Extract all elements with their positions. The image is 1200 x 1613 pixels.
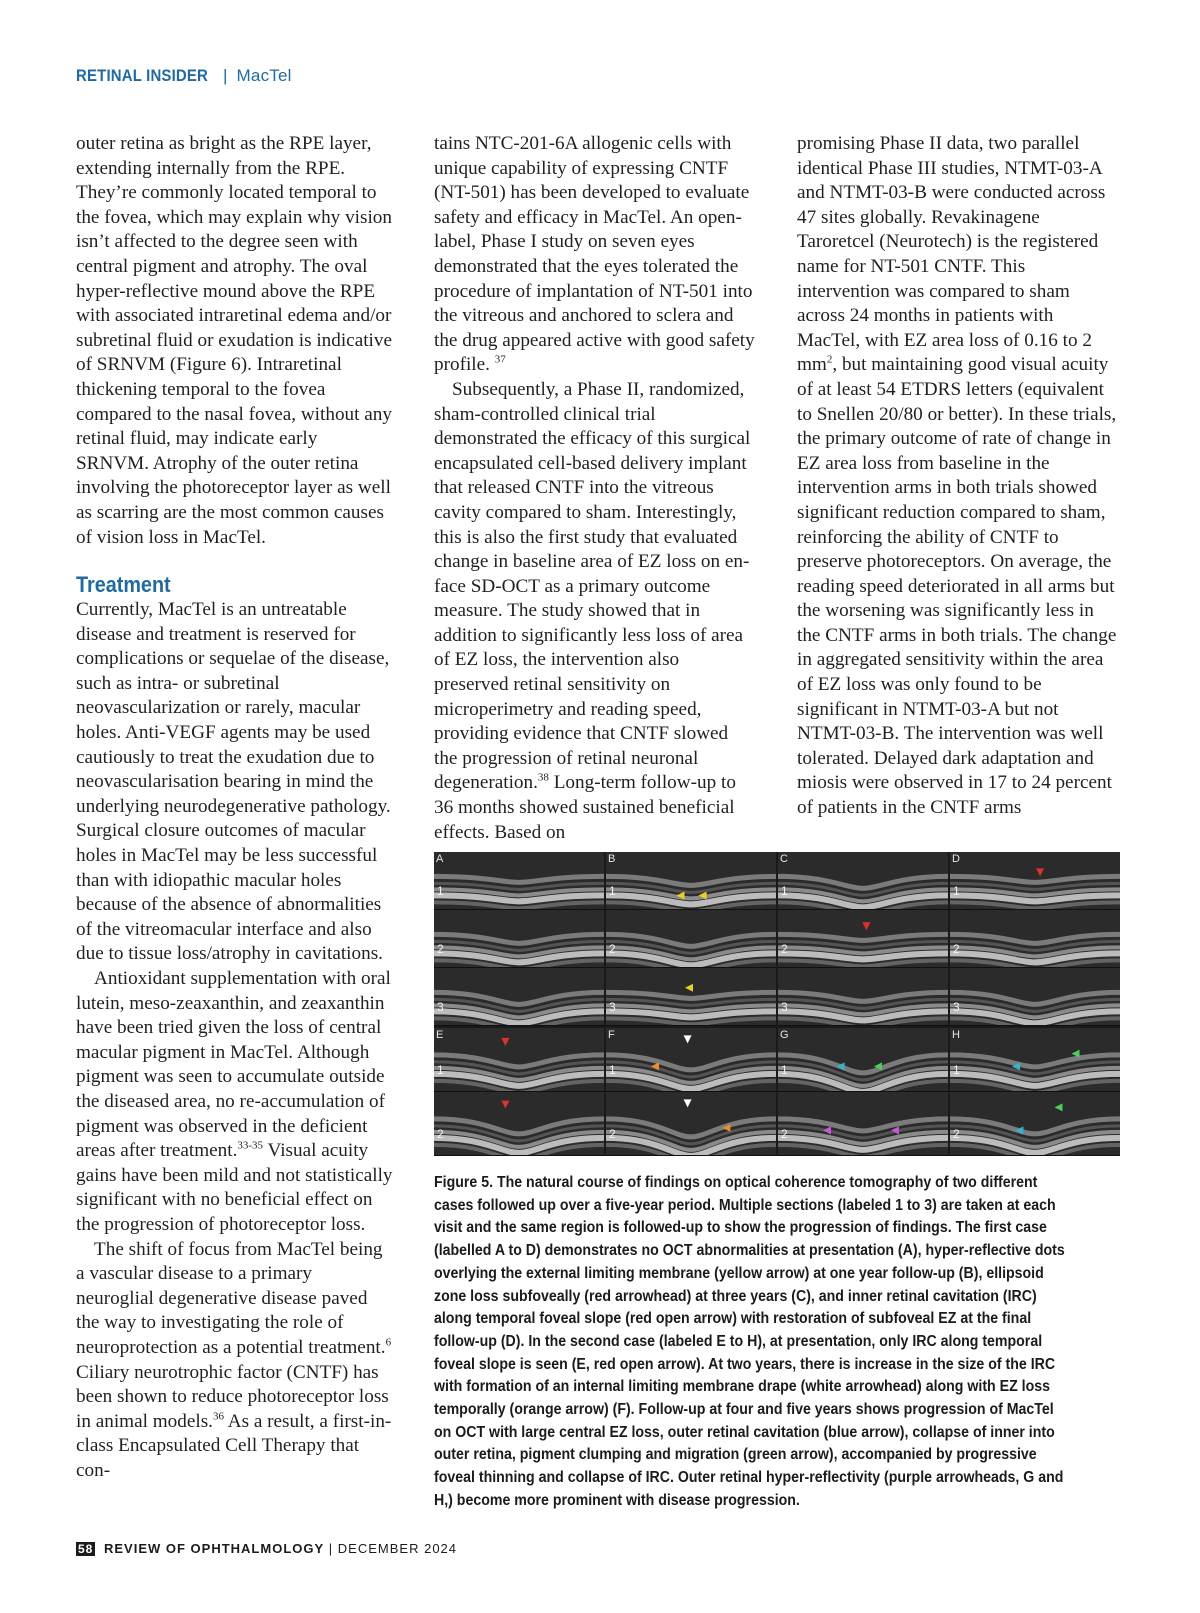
figure-panel: [950, 852, 1120, 1026]
row-label: 2: [781, 1127, 788, 1142]
figure-panel: [606, 1028, 776, 1156]
figure-caption: Figure 5. The natural course of findings on optical coherence tomography of two different cases followed up over a five-year period. Multiple sections (labeled 1 to 3) are taken at each visit and the same region is followed-up to show the progression of findings. The first case (labelled A to D) demonstrates no OCT abnormalities at presentation (A), hyper-reflective dots overlying the external limiting membrane (yellow arrow) at one year follow-up (B), ellipsoid zone loss subfoveally (red arrowhead) at three years (C), and inner retinal cavitation (IRC) along temporal foveal slope (red open arrow) with restoration of subfoveal EZ at the final follow-up (D). In the second case (labeled E to H), at presentation, only IRC along temporal foveal slope is seen (E, red open arrow). At two years, there is increase in the size of the IRC with formation of an internal limiting membrane drape (white arrowhead) along with EZ loss temporally (orange arrow) (F). Follow-up at four and five years shows progression of MacTel on OCT with large central EZ loss, outer retinal cavitation (blue arrow), collapse of inner into outer retina, pigment clumping and migration (green arrow), accompanied by progressive foveal thinning and collapse of IRC. Outer retinal hyper-reflectivity (purple arrowheads, G and H,) become more prominent with disease progression.: [434, 1174, 1065, 1509]
reference: 33-35: [237, 1139, 264, 1152]
row-label: 2: [953, 1127, 960, 1142]
oct-scan-image: [778, 852, 948, 1026]
reference: 37: [494, 353, 506, 366]
oct-scan-image: [434, 852, 604, 1026]
magazine-name: REVIEW OF OPHTHALMOLOGY: [103, 1541, 325, 1556]
panel-label: C: [780, 853, 788, 865]
oct-scan-image: [434, 1028, 604, 1156]
superscript: 2: [826, 353, 833, 366]
reference: 38: [537, 772, 549, 785]
row-label: 3: [437, 999, 444, 1014]
paragraph: Currently, MacTel is an untreatable disease and treatment is reserved for complications or sequelae of the disease, such as intra- or subretinal neovascularization or rarely, macular holes. Anti-VEGF agents may be used cautiously to treat the exudation due to neovascularisation bearing in mind the underlying neurodegenerative pathology. Surgical closure outcomes of macular holes in MacTel may be less successful than with idiopathic macular holes because of the absence of abnormalities of the vitreomacular interface and also due to tissue loss/atrophy in cavitations.: [76, 599, 391, 965]
row-label: 2: [781, 941, 788, 956]
paragraph: outer retina as bright as the RPE layer, extending internally from the RPE. They’re commonly located temporal to the fovea, which may explain why vision isn’t affected to the degree seen with central pigment and atrophy. The oval hyper-reflective mound above the RPE with associated intraretinal edema and/or subretinal fluid or exudation is indicative of SRNVM (Figure 6). Intraretinal thickening temporal to the fovea compared to the nasal fovea, without any retinal fluid, may indicate early SRNVM. Atrophy of the outer retina involving the photoreceptor layer as well as scarring are the most common causes of vision loss in MacTel.: [76, 133, 392, 548]
page-footer: [76, 1541, 457, 1556]
header-separator: |: [222, 66, 228, 85]
treatment-heading: Treatment: [76, 572, 171, 598]
running-head: [76, 66, 292, 86]
row-label: 1: [781, 1063, 788, 1078]
panel-label: B: [608, 853, 616, 865]
row-label: 2: [953, 941, 960, 956]
row-label: 1: [437, 883, 444, 898]
reference: 36: [212, 1410, 224, 1423]
row-label: 3: [781, 999, 788, 1014]
row-label: 2: [437, 1127, 444, 1142]
figure-panel: [606, 852, 776, 1026]
row-label: 1: [609, 883, 616, 898]
issue-date: DECEMBER 2024: [337, 1541, 458, 1556]
paragraph: Antioxidant supplementation with oral lutein, meso-zeaxanthin, and zeaxanthin have been tried given the loss of central macular pigment in MacTel. Although pigment was seen to accumulate outside the diseased area, no re-accumulation of pigment was observed in the deficient areas after treatment.$^{33-35}$ Visual acuity gains have been mild and not statistically significant with no beneficial effect on the progression of photoreceptor loss.: [76, 968, 393, 1235]
oct-figure: [434, 852, 1120, 1156]
oct-scan-image: [950, 1028, 1120, 1156]
panel-label: H: [952, 1029, 960, 1041]
column-1: [76, 132, 394, 1483]
oct-scan-image: [778, 1028, 948, 1156]
row-label: 3: [609, 999, 616, 1014]
row-label: 2: [609, 1127, 616, 1142]
figure-panel: [434, 852, 604, 1026]
figure-panel: [950, 1028, 1120, 1156]
row-label: 1: [781, 883, 788, 898]
panel-label: A: [436, 853, 444, 865]
oct-scan-image: [950, 852, 1120, 1026]
page-number: 58: [78, 1542, 94, 1556]
figure-panel: [778, 852, 948, 1026]
column-2: [434, 132, 756, 845]
oct-scan-image: [606, 852, 776, 1026]
panel-label: F: [608, 1029, 615, 1041]
panel-label: E: [436, 1029, 444, 1041]
paragraph: tains NTC-201-6A allogenic cells with unique capability of expressing CNTF (NT-501) has been developed to evaluate safety and efficacy in MacTel. An open-label, Phase I study on seven eyes demonstrated that the eyes tolerated the procedure of implantation of NT-501 into the vitreous and anchored to sclera and the drug appeared active with good safety profile. $^{37}$: [434, 133, 755, 376]
panel-label: G: [780, 1029, 789, 1041]
figure-panel: [778, 1028, 948, 1156]
row-label: 1: [609, 1063, 616, 1078]
column-3: [797, 132, 1119, 821]
paragraph: promising Phase II data, two parallel identical Phase III studies, NTMT-03-A and NTMT-03-B were conducted across 47 sites globally. Revakinagene Taroretcel (Neurotech) is the registered name for NT-501 CNTF. This intervention was compared to sham across 24 months in patients with MacTel, with EZ area loss of 0.16 to 2 $mm^2$, but maintaining good visual acuity of at least 54 ETDRS letters (equivalent to Snellen 20/80 or better). In these trials, the primary outcome of rate of change in EZ area loss from baseline in the intervention arms in both trials showed significant reduction compared to sham, reinforcing the ability of CNTF to preserve photoreceptors. On average, the reading speed deteriorated in all arms but the worsening was significantly less in the CNTF arms in both trials. The change in aggregated sensitivity within the area of EZ loss was only found to be significant in NTMT-03-A but not NTMT-03-B. The intervention was well tolerated. Delayed dark adaptation and miosis were observed in 17 to 24 percent of patients in the CNTF arms: [797, 133, 1117, 819]
row-label: 3: [953, 999, 960, 1014]
row-label: 1: [953, 883, 960, 898]
reference: 6: [385, 1336, 392, 1349]
row-label: 1: [437, 1063, 444, 1078]
section-title: RETINAL INSIDER: [76, 66, 209, 85]
figure-panel: [434, 1028, 604, 1156]
section-topic: MacTel: [236, 66, 292, 85]
oct-scan-image: [606, 1028, 776, 1156]
paragraph: Subsequently, a Phase II, randomized, sham-controlled clinical trial demonstrated the efficacy of this surgical encapsulated cell-based delivery implant that released CNTF into the vitreous cavity compared to sham. Interestingly, this is also the first study that evaluated change in baseline area of EZ loss on en-face SD-OCT as a primary outcome measure. The study showed that in addition to significantly less loss of area of EZ loss, the intervention also preserved retinal sensitivity on microperimetry and reading speed, providing evidence that CNTF slowed the progression of retinal neuronal degeneration.$^{38}$ Long-term follow-up to 36 months showed sustained beneficial effects. Based on: [434, 378, 751, 843]
row-label: 2: [437, 941, 444, 956]
row-label: 1: [953, 1063, 960, 1078]
row-label: 2: [609, 941, 616, 956]
panel-label: D: [952, 853, 960, 865]
footer-separator: |: [328, 1541, 334, 1556]
paragraph: The shift of focus from MacTel being a vascular disease to a primary neuroglial degenerative disease paved the way to investigating the role of neuroprotection as a potential treatment.$^6$ Ciliary neurotrophic factor (CNTF) has been shown to reduce photoreceptor loss in animal models.$^{36}$ As a result, a first-in-class Encapsulated Cell Therapy that con-: [76, 1238, 392, 1481]
